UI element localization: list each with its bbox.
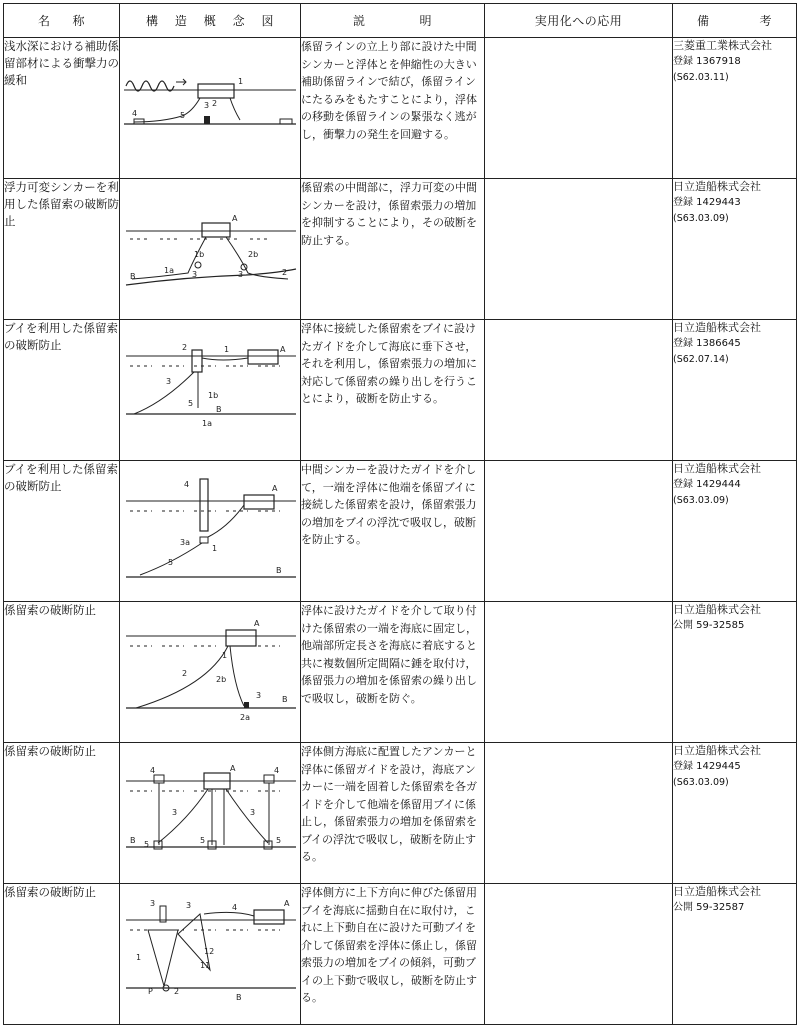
diagram-label: 5	[180, 111, 186, 120]
diagram-label: 1	[222, 651, 228, 660]
diagram-2-svg	[120, 179, 300, 319]
diagram-label: A	[272, 484, 278, 493]
diagram-label: 2a	[240, 713, 250, 722]
diagram-label: 3	[172, 808, 178, 817]
header-name: 名 称	[4, 4, 120, 38]
diagram-label: 12	[204, 947, 215, 956]
diagram-label: 1	[212, 544, 218, 553]
row-remarks	[673, 743, 797, 884]
company-name: 三菱重工業株式会社	[673, 39, 772, 52]
registration-number: 登録 1429445	[673, 761, 741, 772]
diagram-label: 2	[182, 669, 188, 678]
diagram-label: 2	[212, 99, 218, 108]
row-description: 浮体に接続した係留索をブイに設けたガイドを介して海底に垂下させ，それを利用し，係留索張力の増加に対応して係留索の繰り出しを行うことにより，破断を防止する。	[301, 320, 485, 461]
diagram-label: 5	[276, 836, 282, 845]
header-description: 説 明	[301, 4, 485, 38]
registration-number: 登録 1386645	[673, 338, 741, 349]
diagram-label: A	[254, 619, 260, 628]
diagram-label: B	[276, 566, 282, 575]
row-name: 係留索の破断防止	[4, 602, 120, 743]
diagram-label: 3	[166, 377, 172, 386]
diagram-label: 3	[192, 270, 198, 279]
diagram-label: 1a	[164, 266, 174, 275]
diagram-label: B	[216, 405, 222, 414]
mooring-patent-table	[3, 3, 797, 1025]
diagram-label: 4	[150, 766, 156, 775]
diagram-label: 5	[200, 836, 206, 845]
diagram-label: 1	[224, 345, 230, 354]
company-name: 日立造船株式会社	[673, 603, 761, 616]
patent-table-sheet	[3, 3, 796, 1024]
diagram-label: 2b	[248, 250, 259, 259]
diagram-label: A	[280, 345, 286, 354]
structure-diagram	[120, 743, 301, 884]
structure-diagram	[120, 320, 301, 461]
row-application	[485, 602, 673, 743]
diagram-label: A	[232, 214, 238, 223]
header-concept: 構 造 概 念 図	[120, 4, 301, 38]
table-row	[4, 743, 797, 884]
table-row	[4, 884, 797, 1025]
row-application	[485, 38, 673, 179]
diagram-label: 2	[182, 343, 188, 352]
diagram-4-svg	[120, 461, 300, 601]
diagram-label: B	[130, 272, 136, 281]
diagram-label: 3	[256, 691, 262, 700]
registration-date: (S63.03.09)	[673, 495, 729, 506]
row-name: ブイを利用した係留索の破断防止	[4, 461, 120, 602]
table-row	[4, 602, 797, 743]
structure-diagram	[120, 461, 301, 602]
row-application	[485, 461, 673, 602]
row-name: 係留索の破断防止	[4, 884, 120, 1025]
structure-diagram	[120, 38, 301, 179]
row-description: 浮体側方に上下方向に伸びた係留用ブイを海底に揺動自在に取付け，これに上下動自在に設けた可動ブイを介して係留索を浮体に係止し，係留索張力の増加をブイの傾斜，可動ブイの上下動で吸収し，破断を防止する。	[301, 884, 485, 1025]
diagram-label: 3	[150, 899, 156, 908]
row-remarks	[673, 38, 797, 179]
company-name: 日立造船株式会社	[673, 462, 761, 475]
diagram-label: A	[230, 764, 236, 773]
diagram-label: 4	[184, 480, 190, 489]
row-remarks	[673, 320, 797, 461]
diagram-label: 2	[282, 268, 288, 277]
registration-date: (S62.03.11)	[673, 72, 729, 83]
diagram-7-svg	[120, 884, 300, 1024]
row-description: 浮体に設けたガイドを介して取り付けた係留索の一端を海底に固定し，他端部所定長さを海底に着底すると共に複数個所定間隔に錘を取付け，係留張力の増加を係留索の繰り出しで吸収し，破断を防ぐ。	[301, 602, 485, 743]
row-description: 係留索の中間部に，浮力可変の中間シンカーを設け，係留索張力の増加を抑制することにより，その破断を防止する。	[301, 179, 485, 320]
row-description: 係留ラインの立上り部に設けた中間シンカーと浮体とを伸縮性の大きい補助係留ラインで結び，係留ラインにたるみをもたすことにより，浮体の移動を係留ラインの緊張なく逃がし，衝撃力の発生を回避する。	[301, 38, 485, 179]
row-description: 浮体側方海底に配置したアンカーと浮体に係留ガイドを設け，海底アンカーに一端を固着した係留索を各ガイドを介して他端を係留用ブイに係止し，係留索張力の増加を係留索をブイの浮沈で吸収し，破断を防止する。	[301, 743, 485, 884]
structure-diagram	[120, 602, 301, 743]
diagram-label: 1	[238, 77, 244, 86]
diagram-label: 5	[144, 840, 150, 849]
diagram-label: 4	[274, 766, 280, 775]
diagram-label: 1b	[208, 391, 219, 400]
diagram-label: 11	[200, 961, 211, 970]
diagram-label: 3a	[180, 538, 190, 547]
row-remarks	[673, 602, 797, 743]
header-remarks: 備 考	[673, 4, 797, 38]
row-name: 係留索の破断防止	[4, 743, 120, 884]
diagram-1-svg	[120, 38, 300, 178]
table-row	[4, 320, 797, 461]
company-name: 日立造船株式会社	[673, 321, 761, 334]
diagram-label: 1	[136, 953, 142, 962]
registration-number: 登録 1429444	[673, 479, 741, 490]
table-row	[4, 461, 797, 602]
registration-date: (S63.03.09)	[673, 777, 729, 788]
diagram-label: 3	[204, 101, 210, 110]
row-application	[485, 179, 673, 320]
row-name: 浮力可変シンカーを利用した係留索の破断防止	[4, 179, 120, 320]
registration-number: 登録 1429443	[673, 197, 741, 208]
header-row	[4, 4, 797, 38]
header-application: 実用化への応用	[485, 4, 673, 38]
registration-number: 公開 59-32585	[673, 620, 745, 631]
row-application	[485, 884, 673, 1025]
diagram-label: 2	[174, 987, 180, 996]
diagram-label: P	[148, 987, 153, 996]
diagram-label: 2b	[216, 675, 227, 684]
row-application	[485, 743, 673, 884]
diagram-label: 4	[232, 903, 238, 912]
row-application	[485, 320, 673, 461]
row-name: 浅水深における補助係留部材による衝撃力の緩和	[4, 38, 120, 179]
diagram-label: B	[130, 836, 136, 845]
registration-date: (S62.07.14)	[673, 354, 729, 365]
diagram-5-svg	[120, 602, 300, 742]
diagram-label: 3	[238, 270, 244, 279]
registration-number: 公開 59-32587	[673, 902, 745, 913]
diagram-label: 1a	[202, 419, 212, 428]
diagram-label: 5	[188, 399, 194, 408]
row-remarks	[673, 461, 797, 602]
row-description: 中間シンカーを設けたガイドを介して，一端を浮体に他端を係留ブイに接続した係留索を設け，係留索張力の増加をブイの浮沈で吸収し，破断を防止する。	[301, 461, 485, 602]
diagram-3-svg	[120, 320, 300, 460]
diagram-label: B	[236, 993, 242, 1002]
row-remarks	[673, 884, 797, 1025]
structure-diagram	[120, 884, 301, 1025]
structure-diagram	[120, 179, 301, 320]
diagram-label: 3	[186, 901, 192, 910]
diagram-6-svg	[120, 743, 300, 883]
diagram-label: A	[284, 899, 290, 908]
registration-date: (S63.03.09)	[673, 213, 729, 224]
table-row	[4, 179, 797, 320]
company-name: 日立造船株式会社	[673, 744, 761, 757]
diagram-label: 5	[168, 558, 174, 567]
diagram-label: 4	[132, 109, 138, 118]
company-name: 日立造船株式会社	[673, 180, 761, 193]
diagram-label: B	[282, 695, 288, 704]
registration-number: 登録 1367918	[673, 56, 741, 67]
diagram-label: 1b	[194, 250, 205, 259]
row-remarks	[673, 179, 797, 320]
row-name: ブイを利用した係留索の破断防止	[4, 320, 120, 461]
diagram-label: 3	[250, 808, 256, 817]
table-row	[4, 38, 797, 179]
company-name: 日立造船株式会社	[673, 885, 761, 898]
